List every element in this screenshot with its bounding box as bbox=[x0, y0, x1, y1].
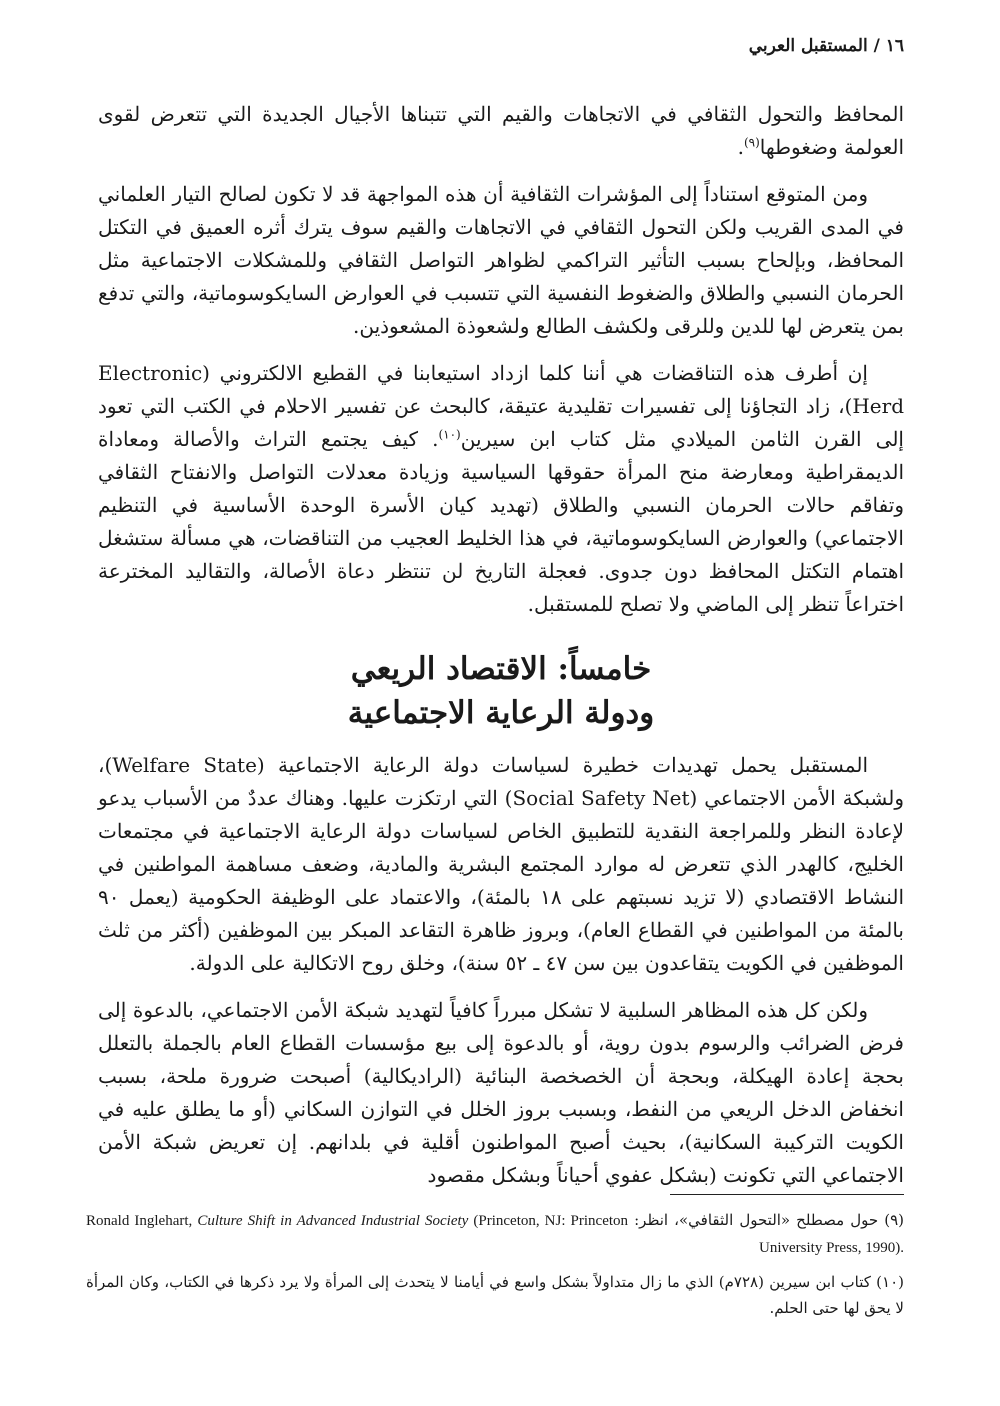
paragraph-1 bbox=[98, 98, 904, 164]
footnotes bbox=[86, 1207, 904, 1329]
section-heading-line-2: ودولة الرعاية الاجتماعية bbox=[347, 695, 655, 731]
paragraph-1-end: . bbox=[737, 135, 744, 159]
section-heading bbox=[98, 647, 904, 735]
paragraph-5: ولكن كل هذه المظاهر السلبية لا تشكل مبرراً كافياً لتهديد شبكة الأمن الاجتماعي، بالدعوة إلى فرض الضرائب والرسوم بدون روية، أو بالدعوة إلى بيع مؤسسات القطاع العام بالجملة بالتعلل بحجة إعادة الهيكلة، وبحجة أن الخصخصة البنائية (الراديكالية) أصبحت ضرورة ملحة، بسبب انخفاض الدخل الريعي من النفط، وبسبب بروز الخلل في التوازن السكاني (أو ما يطلق عليه في الكويت التركيبة السكانية)، بحيث أصبح المواطنون أقلية في بلدانهم. إن تعريض شبكة الأمن الاجتماعي التي تكونت (بشكل عفوي أحياناً وبشكل مقصود bbox=[98, 998, 904, 1187]
footnote-9-author: Ronald Inglehart, bbox=[86, 1213, 198, 1229]
paragraph-3-text-a: إن أطرف هذه التناقضات هي أننا كلما ازداد استيعابنا في القطيع الالكتروني (Electronic Herd)، زاد التجاؤنا إلى تفسيرات تقليدية عتيقة، كالبحث عن تفسير الاحلام في الكتب التي تعود إلى القرن الثامن الميلادي مثل كتاب ابن سيرين bbox=[98, 361, 904, 451]
paragraph-3 bbox=[98, 357, 904, 621]
paragraph-4: المستقبل يحمل تهديدات خطيرة لسياسات دولة الرعاية الاجتماعية (Welfare State)، ولشبكة الأمن الاجتماعي (Social Safety Net) التي ارتكزت عليها. وهناك عددٌ من الأسباب يدعو لإعادة النظر وللمراجعة النقدية للتطبيق الخاص لسياسات دولة الرعاية الاجتماعية في مجتمعات الخليج، كالهدر الذي تتعرض له موارد المجتمع البشرية والمادية، وضعف مساهمة المواطنين في النشاط الاقتصادي (لا تزيد نسبتهم على ١٨ بالمئة)، والاعتماد على الوظيفة الحكومية (يعمل ٩٠ بالمئة من المواطنين في القطاع العام)، وبروز ظاهرة التقاعد المبكر بين الموظفين (أكثر من ثلث الموظفين في الكويت يتقاعدون بين سن ٤٧ ـ ٥٢ سنة)، وخلق روح الاتكالية على الدولة. bbox=[98, 753, 904, 975]
footnote-9-arabic: (٩) حول مصطلح «التحول الثقافي»، انظر: bbox=[634, 1211, 904, 1229]
footnote-divider bbox=[670, 1194, 904, 1195]
footnote-ref-9[interactable]: (٩) bbox=[743, 135, 760, 150]
footnote-9 bbox=[86, 1207, 904, 1261]
running-head: ١٦ / المستقبل العربي bbox=[748, 36, 904, 56]
footnote-ref-10[interactable]: (١٠) bbox=[438, 427, 461, 442]
paragraph-2: ومن المتوقع استناداً إلى المؤشرات الثقافية أن هذه المواجهة قد لا تكون لصالح التيار العلماني في المدى القريب ولكن التحول الثقافي في الاتجاهات والقيم سوف يترك أثره العميق في التكتل المحافظ، وبإلحاح بسبب التأثير التراكمي لظواهر التواصل الثقافي وللمشكلات الاجتماعية مثل الحرمان النسبي والطلاق والضغوط النفسية التي تتسبب في العوارض السايكوسوماتية، والتي تدفع بمن يتعرض لها للدين وللرقى ولكشف الطالع ولشعوذة المشعوذين. bbox=[98, 182, 904, 338]
section-heading-line-1: خامساً: الاقتصاد الريعي bbox=[350, 651, 652, 687]
paragraph-1-text: المحافظ والتحول الثقافي في الاتجاهات والقيم التي تتبناها الأجيال الجديدة التي تتعرض لقوى العولمة وضغوطها bbox=[98, 102, 904, 159]
footnote-9-publisher: (Princeton, NJ: Princeton University Press, 1990). bbox=[468, 1213, 904, 1256]
footnote-9-title: Culture Shift in Advanced Industrial Society bbox=[197, 1213, 469, 1229]
footnote-10: (١٠) كتاب ابن سيرين (٧٢٨م) الذي ما زال متداولاً بشكل واسع في أيامنا لا يتحدث إلى المرأة ولا يرد ذكرها في الكتاب، وكان المرأة لا يحق لها حتى الحلم. bbox=[86, 1273, 904, 1317]
body-text bbox=[98, 98, 904, 1192]
paragraph-3-text-b: . كيف يجتمع التراث والأصالة ومعاداة الديمقراطية ومعارضة منح المرأة حقوقها السياسية وزيادة معدلات التواصل والانفتاح الثقافي وتفاقم حالات الحرمان النسبي والطلاق (تهديد كيان الأسرة الوحدة الأساسية في التنظيم الاجتماعي) والعوارض السايكوسوماتية، في هذا الخليط العجيب من التناقضات، هي مسألة ستشغل اهتمام التكتل المحافظ دون جدوى. فعجلة التاريخ لن تنتظر دعاة الأصالة، والتقاليد المخترعة اختراعاً تنظر إلى الماضي ولا تصلح للمستقبل. bbox=[98, 427, 904, 616]
